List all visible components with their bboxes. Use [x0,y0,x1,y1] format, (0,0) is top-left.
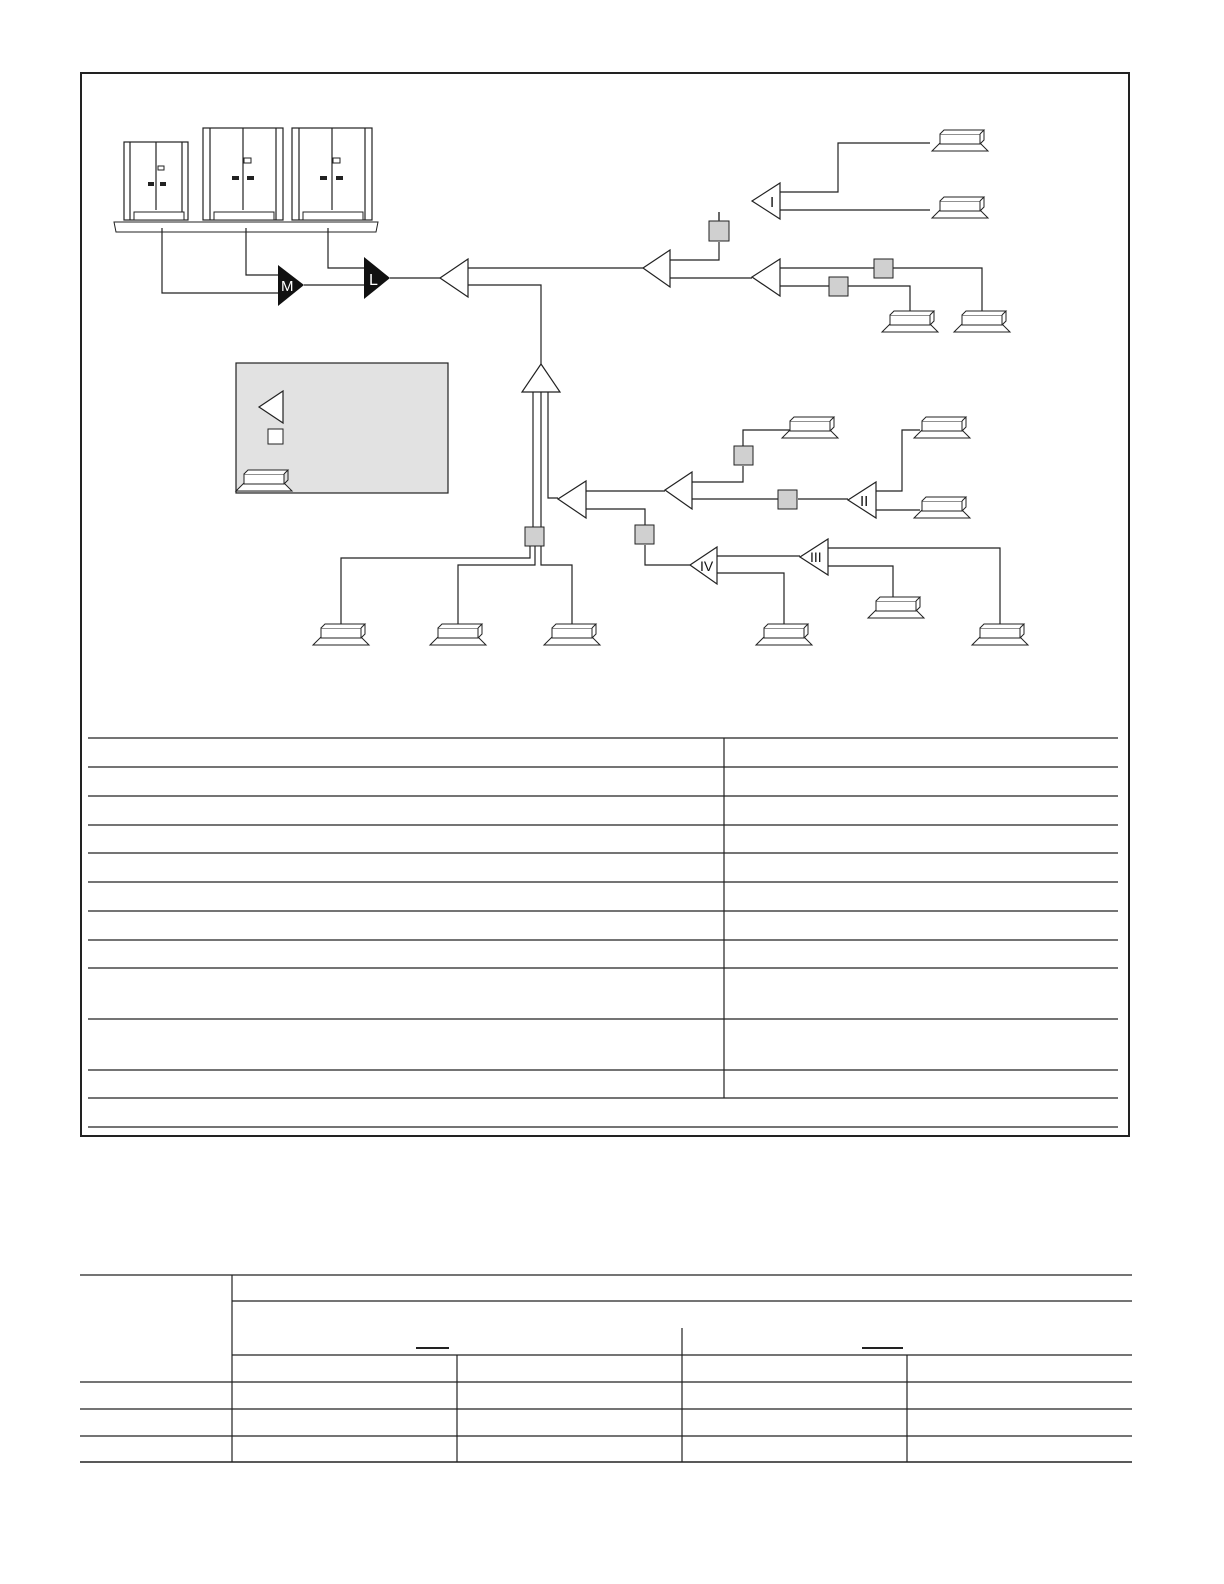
riser-joint [522,364,560,392]
indoor-unit [882,311,938,332]
branch-label-iii: III [810,549,822,565]
valve-box [829,277,848,296]
indoor-unit [782,417,838,438]
indoor-unit [932,130,988,151]
indoor-unit [954,311,1010,332]
branch-label-i: I [770,194,775,211]
riser-lines [533,392,558,527]
valve-box [709,221,729,241]
branch-joint [643,250,670,287]
indoor-unit [313,624,369,645]
indoor-unit [544,624,600,645]
valve-box [635,525,654,544]
branch-joint [665,472,692,509]
lower-left-lines [341,546,572,628]
indoor-unit-icon [236,470,292,491]
valve-box-icon [268,429,283,444]
branch-joint [752,259,780,296]
indoor-unit [914,417,970,438]
indoor-unit [972,624,1028,645]
valve-box [874,259,893,278]
legend-box [236,363,448,493]
valve-box [778,490,797,509]
main-joint-l [364,257,390,299]
svg-text:M: M [281,278,294,295]
outdoor-unit-3 [292,128,372,220]
indoor-unit [430,624,486,645]
outdoor-unit-1 [124,142,188,220]
branch-joint [558,481,586,518]
branch-joint-i [752,183,780,219]
outdoor-unit-2 [203,128,283,220]
branch-label-iv: IV [700,558,714,574]
spec-table-rules [88,738,1118,1127]
indoor-unit [868,597,924,618]
header-joint [440,259,468,297]
branch-label-ii: II [860,493,869,510]
indoor-unit [932,197,988,218]
valve-box [525,527,544,546]
valve-box [734,446,753,465]
indoor-unit [914,497,970,518]
svg-text:L: L [369,272,378,289]
indoor-unit [756,624,812,645]
main-joint-m [278,265,304,306]
lower-table-rules [80,1275,1132,1462]
